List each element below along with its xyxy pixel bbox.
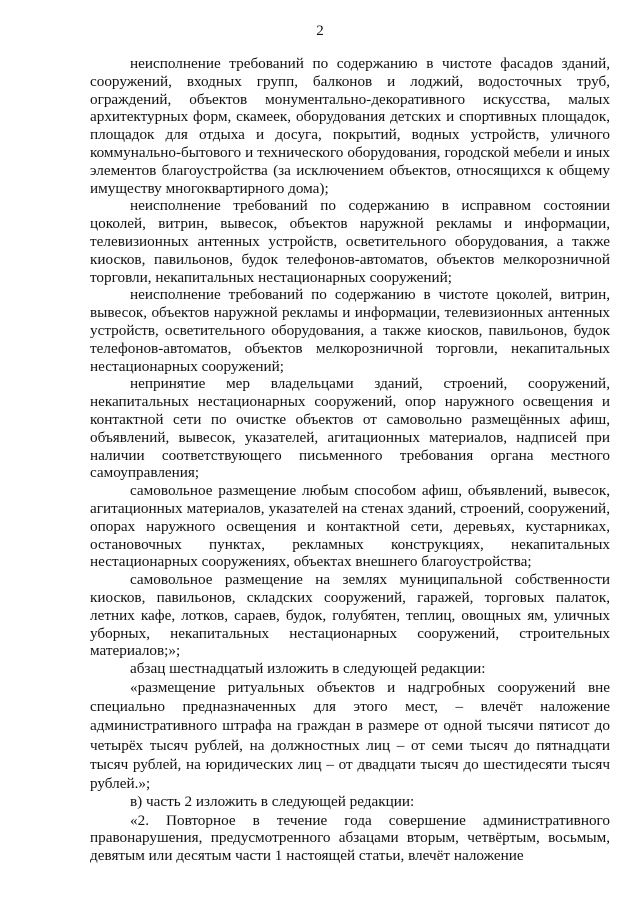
paragraph-unauthorized-placement: самовольное размещение на землях муниципальной собственности киосков, павильонов, складских сооружений, гаражей, торговых палаток, летних кафе, лотков, сараев, будок, голубятен, теплиц, овощных ям, уличных уборных, некапитальных нестационарных сооружений, строительных материалов;»; — [90, 571, 610, 660]
paragraph-facade-cleanliness: неисполнение требований по содержанию в чистоте фасадов зданий, сооружений, входных групп, балконов и лоджий, водосточных труб, ограждений, объектов монументально-декоративного искусства, малых архитектурных форм, скамеек, оборудования детских и спортивных площадок, площадок для отдыха и досуга, покрытий, водных устройств, уличного коммунально-бытового и технического оборудования, городской мебели и иных элементов благоустройства (за исключением объектов, относящихся к общему имуществу многоквартирного дома); — [90, 55, 610, 197]
paragraph-owners-cleanup: непринятие мер владельцами зданий, строений, сооружений, некапитальных нестационарных сооружений, опор наружного освещения и контактной сети по очистке объектов от самовольно размещённых афиш, объявлений, вывесок, указателей, агитационных материалов, надписей при наличии соответствующего письменного требования органа местного самоуправления; — [90, 375, 610, 482]
paragraph-unauthorized-posting: самовольное размещение любым способом афиш, объявлений, вывесок, агитационных материалов, указателей на стенах зданий, строений, сооружений, опорах наружного освещения и контактной сети, деревьях, кустарниках, остановочных пунктах, рекламных конструкциях, некапитальных нестационарных сооружениях, объектах внешнего благоустройства; — [90, 482, 610, 571]
paragraph-socle-condition: неисполнение требований по содержанию в исправном состоянии цоколей, витрин, вывесок, объектов наружной рекламы и информации, телевизионных антенных устройств, осветительного оборудования, а также киосков, павильонов, будок телефонов-автоматов, объектов мелкорозничной торговли, некапитальных нестационарных сооружений; — [90, 197, 610, 286]
paragraph-ritual-objects: «размещение ритуальных объектов и надгробных сооружений вне специально предназначенных для этого мест, – влечёт наложение административного штрафа на граждан в размере от одной тысячи пятисот до четырёх тысяч рублей, на должностных лиц – от семи тысяч до пятнадцати тысяч рублей, на юридических лиц – от двадцати тысяч до шестидесяти тысяч рублей.»; — [90, 678, 610, 792]
page-number: 2 — [316, 23, 324, 39]
paragraph-socle-cleanliness: неисполнение требований по содержанию в чистоте цоколей, витрин, вывесок, объектов наружной рекламы и информации, телевизионных антенных устройств, осветительного оборудования, а также киосков, павильонов, будок телефонов-автоматов, объектов мелкорозничной торговли, некапитальных нестационарных сооружений; — [90, 286, 610, 375]
document-body — [90, 55, 610, 865]
paragraph-repeat-offense: «2. Повторное в течение года совершение административного правонарушения, предусмотренного абзацами вторым, четвёртым, восьмым, девятым или десятым части 1 настоящей статьи, влечёт наложение — [90, 811, 610, 865]
paragraph-amendment-intro: абзац шестнадцатый изложить в следующей редакции: — [130, 660, 486, 678]
paragraph-part2-intro: в) часть 2 изложить в следующей редакции: — [130, 793, 415, 811]
